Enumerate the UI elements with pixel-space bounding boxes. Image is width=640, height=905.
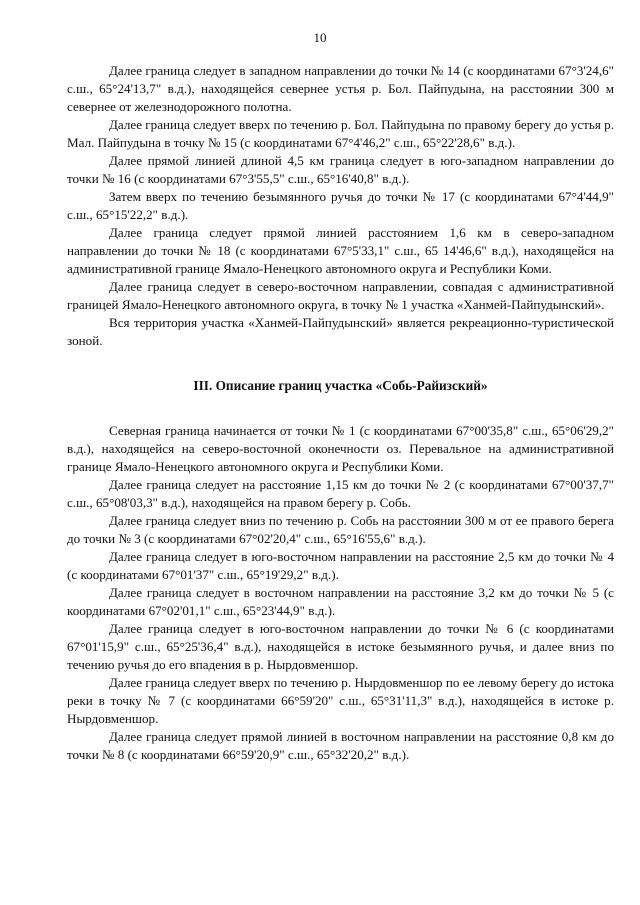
paragraph: Далее граница следует прямой линией в восточном направлении на расстояние 0,8 км до точки № 8 (с координатами 66°59'20,9" с.ш., 65°32'20,2" в.д.).	[67, 729, 614, 762]
paragraph: Далее граница следует в юго-восточном направлении на расстояние 2,5 км до точки № 4 (с координатами 67°01'37" с.ш., 65°19'29,2" в.д.).	[67, 549, 614, 582]
paragraph: Северная граница начинается от точки № 1 (с координатами 67°00'35,8" с.ш., 65°06'29,2" в.д.), находящейся на северо-восточной оконечности оз. Перевальное на административной границе Ямало-Ненецкого автономного округа и Республики Коми.	[67, 423, 614, 474]
paragraph: Далее граница следует в северо-восточном направлении, совпадая с административной границей Ямало-Ненецкого автономного округа, в точку № 1 участка «Ханмей-Пайпудынский».	[67, 279, 614, 312]
paragraph: Далее граница следует вниз по течению р. Собь на расстоянии 300 м от ее правого берега до точки № 3 (с координатами 67°02'20,4" с.ш., 65°16'55,6" в.д.).	[67, 513, 614, 546]
paragraph: Вся территория участка «Ханмей-Пайпудынский» является рекреационно-туристической зоной.	[67, 315, 614, 348]
paragraph: Далее граница следует вверх по течению р. Нырдовменшор по ее левому берегу до истока реки в точку № 7 (с координатами 66°59'20" с.ш., 65°31'11,3" в.д.), находящейся в истоке р. Нырдовменшор.	[67, 675, 614, 726]
page-number: 10	[313, 30, 327, 45]
paragraph: Далее граница следует в юго-восточном направлении до точки № 6 (с координатами 67°01'15,9" с.ш., 65°25'36,4" в.д.), находящейся в истоке безымянного ручья, и далее вниз по течению ручья до его впадения в р. Нырдовменшор.	[67, 621, 614, 672]
paragraph: Далее граница следует на расстояние 1,15 км до точки № 2 (с координатами 67°00'37,7" с.ш., 65°08'03,3" в.д.), находящейся на правом берегу р. Собь.	[67, 477, 614, 510]
paragraph: Далее граница следует в восточном направлении на расстояние 3,2 км до точки № 5 (с координатами 67°02'01,1" с.ш., 65°23'44,9" в.д.).	[67, 585, 614, 618]
section-title: III. Описание границ участка «Собь-Райизский»	[193, 378, 488, 393]
document-body	[67, 62, 614, 764]
paragraph: Далее прямой линией длиной 4,5 км граница следует в юго-западном направлении до точки № 16 (с координатами 67°3'55,5" с.ш., 65°16'40,8" в.д.).	[67, 153, 614, 186]
paragraph: Далее граница следует прямой линией расстоянием 1,6 км в северо-западном направлении до точки № 18 (с координатами 67°5'33,1" с.ш., 65 14'46,6" в.д.), находящейся на административной границе Ямало-Ненецкого автономного округа и Республики Коми.	[67, 225, 614, 276]
paragraph: Далее граница следует вверх по течению р. Бол. Пайпудына по правому берегу до устья р. Мал. Пайпудына в точку № 15 (с координатами 67°4'46,2" с.ш., 65°22'28,6" в.д.).	[67, 117, 614, 150]
paragraph: Далее граница следует в западном направлении до точки № 14 (с координатами 67°3'24,6" с.ш., 65°24'13,7" в.д.), находящейся севернее устья р. Бол. Пайпудына, на расстоянии 300 м севернее от железнодорожного полотна.	[67, 63, 614, 114]
paragraph: Затем вверх по течению безымянного ручья до точки № 17 (с координатами 67°4'44,9" с.ш., 65°15'22,2" в.д.).	[67, 189, 614, 222]
